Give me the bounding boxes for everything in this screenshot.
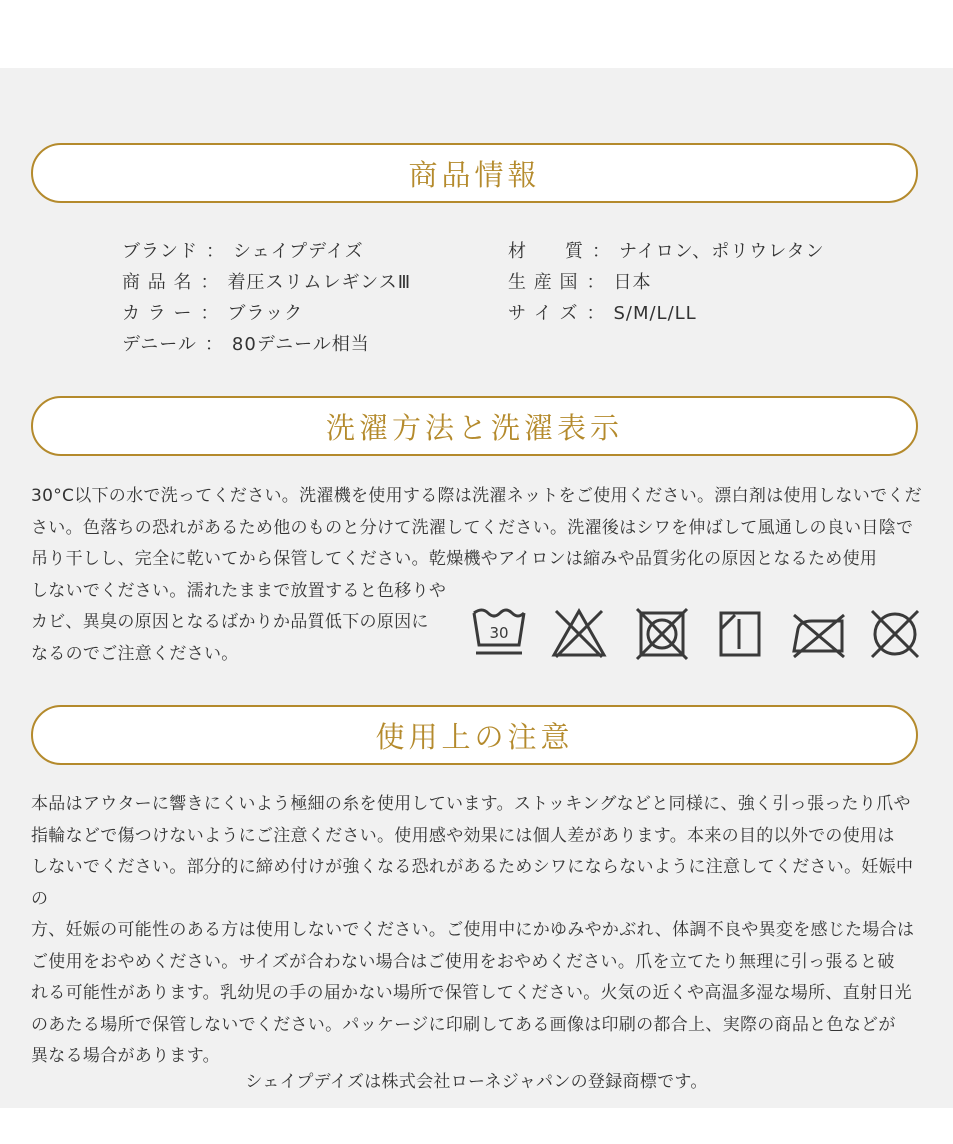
spec-value: ブラック <box>227 303 304 324</box>
washing-line: なるのでご注意ください。 <box>31 643 239 664</box>
line-dry-icon <box>717 605 765 661</box>
spec-label: 材 質 <box>508 241 584 262</box>
caution-line: 方、妊娠の可能性のある方は使用しないでください。ご使用中にかゆみやかぶれ、体調不良や異変を感じた場合は <box>31 920 915 940</box>
spec-value: シェイプデイズ <box>233 241 364 262</box>
washing-title: 洗濯方法と洗濯表示 <box>325 410 623 445</box>
spec-label: 生 産 国 <box>508 272 579 293</box>
caution-line: しないでください。部分的に締め付けが強くなる恐れがあるためシワにならないように注意してください。妊娠中の <box>31 857 914 909</box>
washing-line: 30°C以下の水で洗ってください。洗濯機を使用する際は洗濯ネットをご使用ください。漂白剤は使用しないでくだ <box>31 486 922 506</box>
caution-line: のあたる場所で保管しないでください。パッケージに印刷してある画像は印刷の都合上、実際の商品と色などが <box>31 1014 896 1035</box>
caution-line: れる可能性があります。乳幼児の手の届かない場所で保管してください。火気の近くや高温多湿な場所、直射日光 <box>31 983 912 1003</box>
spec-label: ブランド <box>122 241 198 262</box>
spec-label: サ イ ズ <box>508 303 579 324</box>
caution-line: 本品はアウターに響きにくいよう極細の糸を使用しています。ストッキングなどと同様に、強く引っ張ったり爪や <box>31 794 911 814</box>
washing-line: しないでください。濡れたままで放置すると色移りや <box>31 580 447 601</box>
spec-separator: ： <box>586 272 606 293</box>
spec-value: 日本 <box>613 272 652 293</box>
spec-separator: ： <box>586 303 606 324</box>
no-tumble-dry-icon <box>633 605 691 661</box>
caution-heading <box>31 705 918 765</box>
caution-paragraph <box>31 789 926 1073</box>
trademark-notice: シェイプデイズは株式会社ローネジャパンの登録商標です。 <box>245 1072 708 1092</box>
spec-row-brand <box>122 236 364 267</box>
washing-line: 吊り干しし、完全に乾いてから保管してください。乾燥機やアイロンは縮みや品質劣化の原因となるため使用 <box>31 549 878 569</box>
wash-temp-label: 30 <box>489 624 509 642</box>
product-info-title: 商品情報 <box>408 157 541 192</box>
spec-row-denier <box>122 329 370 360</box>
spec-separator: ： <box>206 241 225 262</box>
spec-row-name <box>122 267 411 298</box>
spec-separator: ： <box>200 303 220 324</box>
care-symbols <box>470 605 925 661</box>
washing-heading <box>31 396 918 456</box>
spec-value: 着圧スリムレギンスⅢ <box>227 272 412 293</box>
product-info-heading <box>31 143 918 203</box>
spec-separator: ： <box>200 272 220 293</box>
washing-line: さい。色落ちの恐れがあるため他のものと分けて洗濯してください。洗濯後はシワを伸ばして風通しの良い日陰で <box>31 517 914 538</box>
spec-value: 80デニール相当 <box>231 334 370 355</box>
spec-value: ナイロン、ポリウレタン <box>619 241 825 262</box>
caution-line: 異なる場合があります。 <box>31 1046 220 1066</box>
spec-row-size <box>508 298 697 329</box>
spec-label: デニール <box>122 334 197 355</box>
spec-row-color <box>122 298 303 329</box>
washing-line: カビ、異臭の原因となるばかりか品質低下の原因に <box>31 612 429 632</box>
caution-line: 指輪などで傷つけないようにご注意ください。使用感や効果には個人差があります。本来の目的以外での使用は <box>31 825 895 846</box>
spec-separator: ： <box>204 334 224 355</box>
spec-label: 商 品 名 <box>122 272 193 293</box>
caution-title: 使用上の注意 <box>375 719 574 754</box>
spec-value: S/M/L/LL <box>613 303 697 324</box>
wash-30-icon <box>470 605 528 661</box>
caution-line: ご使用をおやめください。サイズが合わない場合はご使用をおやめください。爪を立てたり無理に引っ張ると破 <box>31 951 895 972</box>
spec-row-origin <box>508 267 651 298</box>
spec-label: カ ラ ー <box>122 303 193 324</box>
no-bleach-icon <box>550 605 608 661</box>
spec-row-material <box>508 236 825 267</box>
no-iron-icon <box>788 605 848 661</box>
spec-separator: ： <box>592 241 611 262</box>
no-dry-clean-icon <box>866 605 924 661</box>
